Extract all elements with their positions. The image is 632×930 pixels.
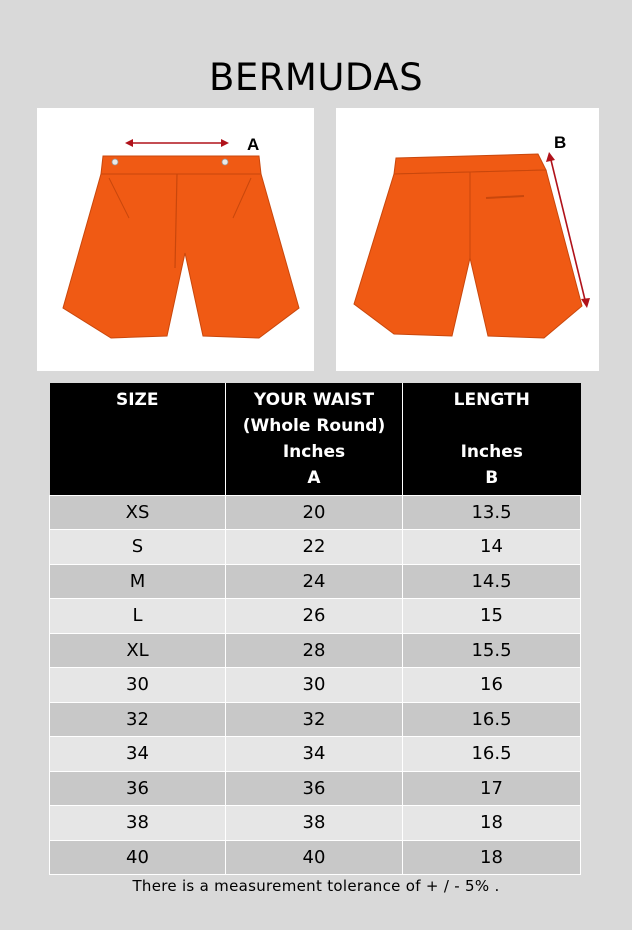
size-cell: 38 (50, 806, 226, 841)
size-cell: 40 (50, 840, 226, 875)
header-line: Inches (282, 442, 346, 462)
size-cell: S (50, 530, 226, 565)
header-line: A (307, 468, 321, 488)
length-cell: 15.5 (403, 633, 581, 668)
waist-cell: 36 (226, 771, 403, 806)
length-cell: 17 (403, 771, 581, 806)
waist-cell: 40 (226, 840, 403, 875)
shorts-front-illustration (37, 108, 314, 371)
table-row (50, 599, 581, 634)
header-line: SIZE (115, 390, 159, 410)
header-line: Inches (460, 442, 523, 462)
measure-label-a: A (247, 135, 260, 154)
size-cell: M (50, 564, 226, 599)
size-cell: L (50, 599, 226, 634)
table-row (50, 702, 581, 737)
header-line: YOUR WAIST (253, 390, 375, 410)
header-waist (226, 383, 403, 495)
table-row (50, 668, 581, 703)
size-cell: 34 (50, 737, 226, 772)
table-body (50, 495, 581, 875)
header-line: (Whole Round) (242, 416, 386, 436)
header-line: B (485, 468, 499, 488)
waist-cell: 28 (226, 633, 403, 668)
length-cell: 18 (403, 840, 581, 875)
table-header-row (50, 383, 581, 495)
table-row (50, 737, 581, 772)
waist-cell: 34 (226, 737, 403, 772)
front-view-image (37, 108, 314, 371)
tolerance-note: There is a measurement tolerance of + / - 5% . (132, 877, 500, 895)
table-row (50, 633, 581, 668)
waist-cell: 22 (226, 530, 403, 565)
header-line: LENGTH (453, 390, 530, 410)
table-row (50, 495, 581, 530)
page-title: BERMUDAS (208, 56, 424, 99)
size-cell: XL (50, 633, 226, 668)
waist-cell: 24 (226, 564, 403, 599)
header-spacer (403, 413, 581, 439)
size-cell: XS (50, 495, 226, 530)
back-view-image (336, 108, 599, 371)
waist-cell: 30 (226, 668, 403, 703)
length-cell: 15 (403, 599, 581, 634)
length-cell: 16.5 (403, 702, 581, 737)
size-chart-table (49, 383, 581, 875)
size-cell: 32 (50, 702, 226, 737)
length-cell: 18 (403, 806, 581, 841)
table-row (50, 530, 581, 565)
waist-cell: 20 (226, 495, 403, 530)
size-cell: 30 (50, 668, 226, 703)
size-cell: 36 (50, 771, 226, 806)
length-cell: 14 (403, 530, 581, 565)
header-size (50, 383, 226, 495)
length-cell: 16.5 (403, 737, 581, 772)
waist-cell: 32 (226, 702, 403, 737)
length-cell: 13.5 (403, 495, 581, 530)
waist-cell: 38 (226, 806, 403, 841)
table-row (50, 840, 581, 875)
table-row (50, 771, 581, 806)
length-cell: 14.5 (403, 564, 581, 599)
table-row (50, 564, 581, 599)
length-cell: 16 (403, 668, 581, 703)
measure-label-b: B (554, 133, 567, 152)
waist-cell: 26 (226, 599, 403, 634)
table-row (50, 806, 581, 841)
header-length (403, 383, 581, 495)
